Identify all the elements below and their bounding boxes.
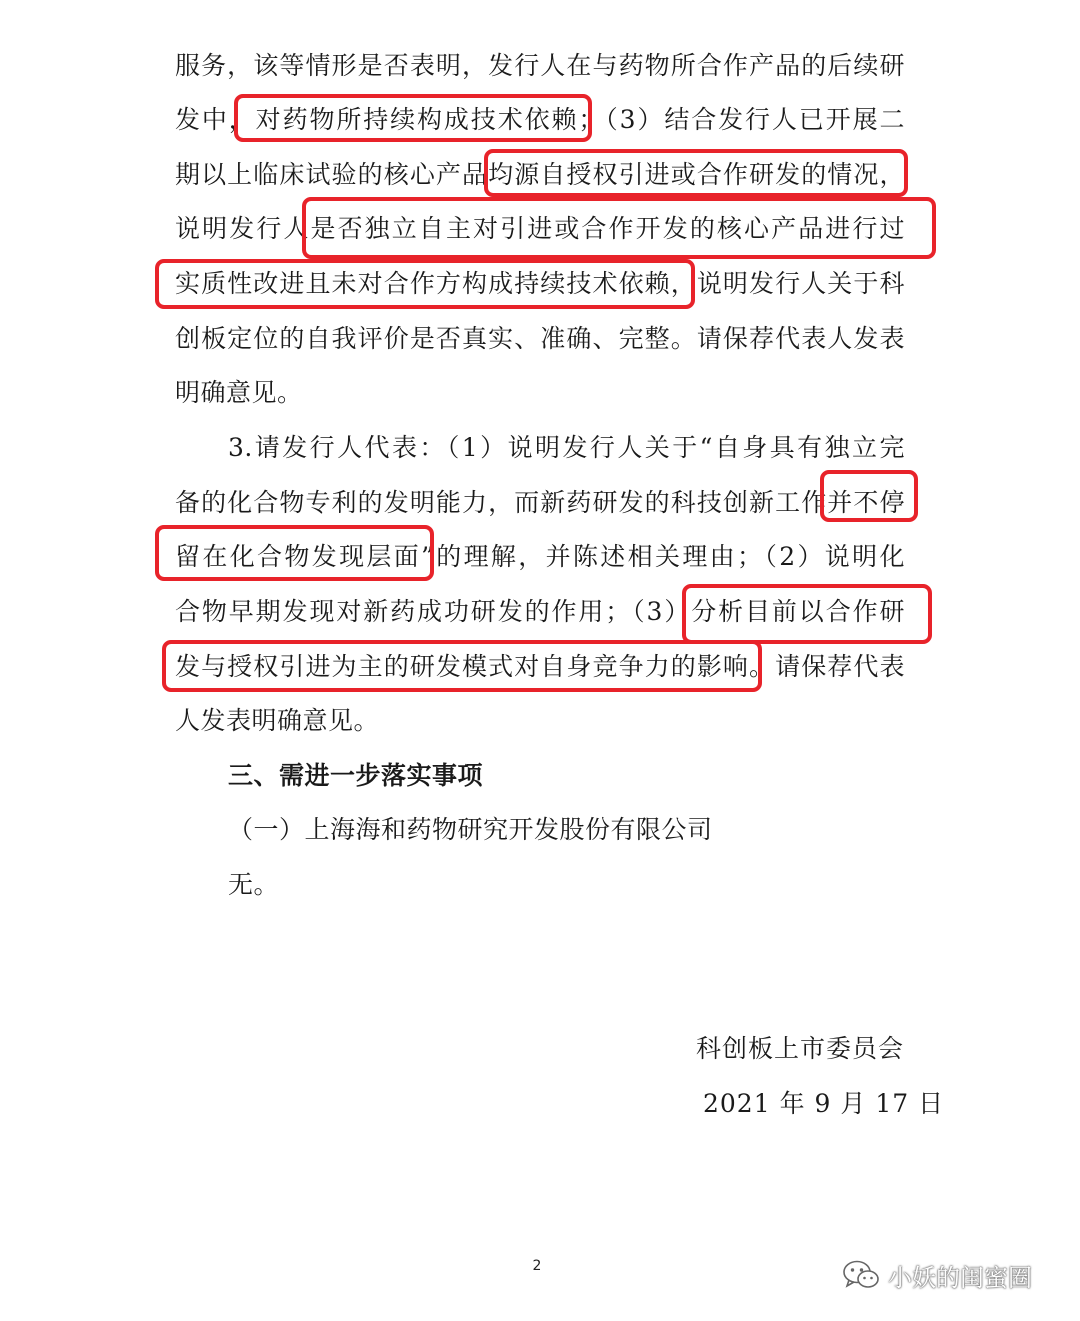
signature-date: 2021 年 9 月 17 日 (703, 1089, 945, 1118)
page-number: 2 (532, 1258, 542, 1274)
body-line-10: 留在化合物发现层面”的理解，并陈述相关理由；（2）说明化 (175, 542, 905, 571)
watermark (842, 1255, 1032, 1295)
body-line-11: 合物早期发现对新药成功研发的作用；（3）分析目前以合作研 (175, 597, 905, 626)
body-line-4: 说明发行人是否独立自主对引进或合作开发的核心产品进行过 (175, 214, 905, 243)
body-line-2: 发中，对药物所持续构成技术依赖；（3）结合发行人已开展二 (175, 105, 905, 134)
body-line-12: 发与授权引进为主的研发模式对自身竞争力的影响。请保荐代表 (175, 652, 905, 681)
body-line-9: 备的化合物专利的发明能力，而新药研发的科技创新工作并不停 (175, 488, 905, 517)
body-line-6: 创板定位的自我评价是否真实、准确、完整。请保荐代表人发表 (175, 324, 905, 353)
body-line-7: 明确意见。 (175, 378, 303, 407)
watermark-text: 小妖的闺蜜圈 (888, 1263, 1032, 1292)
section-heading: 三、需进一步落实事项 (228, 761, 484, 790)
subsection-body: 无。 (228, 870, 280, 899)
body-line-8: 3.请发行人代表：（1）说明发行人关于“自身具有独立完 (228, 433, 905, 462)
signature-org: 科创板上市委员会 (696, 1034, 905, 1063)
wechat-icon (842, 1259, 880, 1291)
body-line-1: 服务，该等情形是否表明，发行人在与药物所合作产品的后续研 (175, 51, 905, 80)
body-line-3: 期以上临床试验的核心产品均源自授权引进或合作研发的情况， (175, 160, 905, 189)
body-line-5: 实质性改进且未对合作方构成持续技术依赖，说明发行人关于科 (175, 269, 905, 298)
body-line-13: 人发表明确意见。 (175, 706, 380, 735)
subsection-title: （一）上海海和药物研究开发股份有限公司 (228, 815, 713, 844)
